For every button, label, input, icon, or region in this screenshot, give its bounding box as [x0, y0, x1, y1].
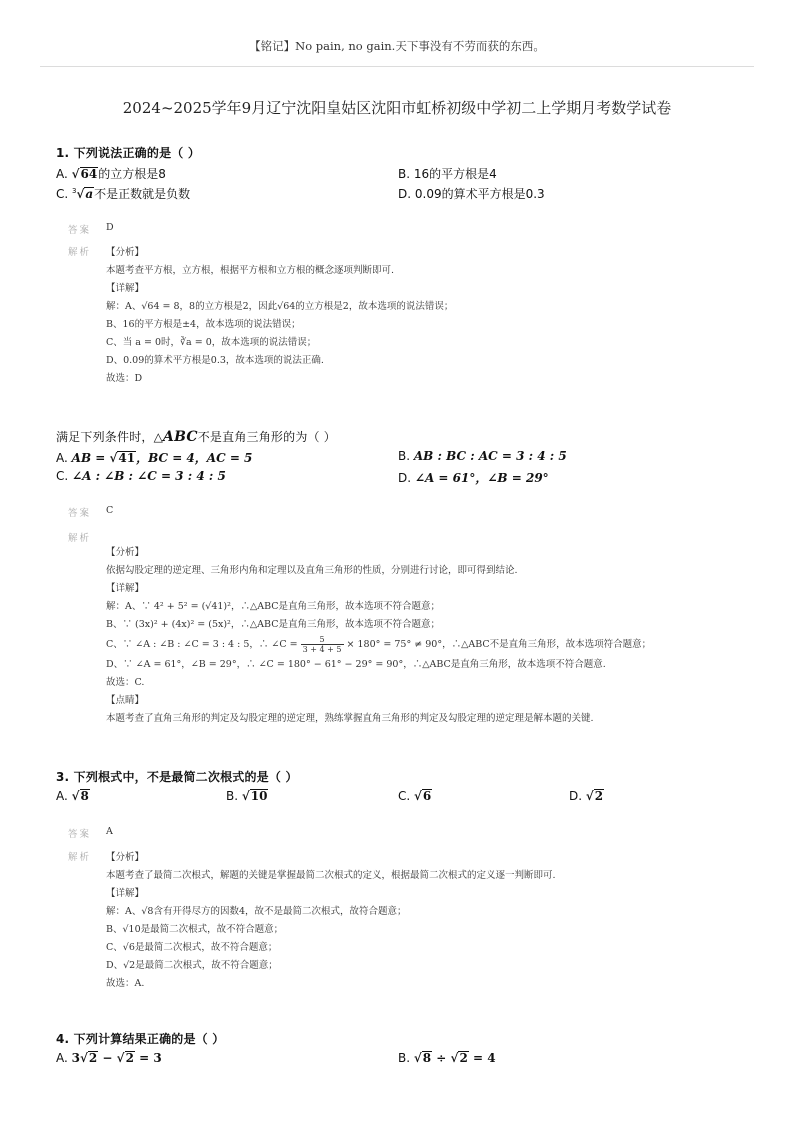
solution-line: 故选：A. — [106, 978, 145, 989]
q2-option-a-radicand: 41 — [118, 451, 136, 465]
q3-option-d — [569, 789, 604, 803]
solution-line: D、√2是最简二次根式，故不符合题意； — [106, 960, 278, 971]
solution-line: B、16的平方根是±4，故本选项的说法错误； — [106, 319, 301, 330]
q4-option-a — [56, 1051, 162, 1065]
question-1 — [56, 144, 756, 205]
solution-line: 故选：C. — [106, 677, 145, 688]
question-2-options-row2 — [56, 469, 756, 489]
answer-label: 答案 — [68, 225, 92, 236]
q1-option-c — [56, 185, 190, 202]
question-2-options-row1 — [56, 449, 756, 469]
q3-option-b-radicand: 10 — [250, 789, 268, 803]
q2-option-c-math: ∠A : ∠B : ∠C = 3 : 4 : 5 — [72, 469, 226, 483]
question-2-stem-pre: 满足下列条件时，△ — [56, 430, 164, 444]
solution-line: 解：A、√64 = 8，8的立方根是2，因此√64的立方根是2，故本选项的说法错误； — [106, 301, 454, 312]
solution-line: 解：A、√8含有开得尽方的因数4，故不是最简二次根式，故符合题意； — [106, 906, 407, 917]
q1-option-a-letter: A. — [56, 167, 68, 181]
fraction-numerator: 5 — [301, 635, 344, 645]
question-4 — [56, 1030, 756, 1071]
q3-option-a — [56, 789, 90, 803]
question-3-stem: 3. 下列根式中，不是最简二次根式的是（ ） — [56, 770, 298, 784]
q2-option-c-letter: C. — [56, 469, 69, 483]
analysis-label: 解析 — [68, 247, 92, 258]
solution-line: D、0.09的算术平方根是0.3，故本选项的说法正确. — [106, 355, 324, 366]
q1-option-a — [56, 165, 166, 182]
q2-option-b-math: AB : BC : AC = 3 : 4 : 5 — [413, 449, 567, 463]
fraction — [301, 635, 344, 654]
question-1-options-row2 — [56, 185, 756, 205]
triangle-name: ABC — [163, 429, 198, 445]
q1-option-c-radicand: a — [85, 187, 94, 201]
solution-line: D、∵ ∠A = 61°，∠B = 29°，∴ ∠C = 180° − 61° − 29° = 90°，∴△ABC是直角三角形，故本选项不符合题意. — [106, 659, 606, 670]
q3-option-c — [398, 789, 432, 803]
q4-option-b-letter: B. — [398, 1051, 411, 1065]
q3-option-a-radicand: 8 — [80, 789, 89, 803]
q2-option-b-letter: B. — [398, 449, 411, 463]
solution-line: 本题考查了最简二次根式，解题的关键是掌握最简二次根式的定义，根据最简二次根式的定义逐一判断即可. — [106, 870, 556, 881]
q4-option-a-letter: A. — [56, 1051, 68, 1065]
q2-option-a-letter: A. — [56, 451, 68, 465]
solution-line: 【详解】 — [106, 283, 145, 294]
q3-option-d-radicand: 2 — [594, 789, 604, 803]
sqrt-symbol: √ — [76, 187, 85, 201]
solution-lines — [106, 244, 756, 388]
solution-line: 【点睛】 — [106, 695, 145, 706]
answer-label: 答案 — [68, 829, 92, 840]
sqrt-symbol: √ — [71, 167, 80, 181]
solution-line: 本题考查了直角三角形的判定及勾股定理的逆定理，熟练掌握直角三角形的判定及勾股定理的逆定理是解本题的关键. — [106, 713, 594, 724]
analysis-label: 解析 — [68, 852, 92, 863]
q4-option-a-radicand-2: 2 — [125, 1051, 134, 1065]
q4-option-a-result: = 3 — [134, 1051, 162, 1065]
solution-line: 依据勾股定理的逆定理、三角形内角和定理以及直角三角形的性质，分别进行讨论，即可得到结论. — [106, 565, 518, 576]
q4-option-b-radicand-2: 2 — [459, 1051, 468, 1065]
solution-line: C、当 a = 0时，∛a = 0，故本选项的说法错误； — [106, 337, 317, 348]
q2-option-d-letter: D. — [398, 471, 412, 485]
q2-option-a-math: AB = — [71, 451, 110, 465]
sqrt-symbol: √ — [241, 789, 250, 803]
solution-line: 【分析】 — [106, 547, 145, 558]
q1-option-b: B. 16的平方根是4 — [398, 167, 497, 181]
solution-lines — [106, 544, 756, 728]
question-1-stem: 1. 下列说法正确的是（ ） — [56, 146, 201, 160]
question-3-options — [56, 789, 756, 809]
solution-line: 【详解】 — [106, 888, 145, 899]
solution-line: B、∵ (3x)² + (4x)² = (5x)²，∴△ABC是直角三角形，故本选项不符合题意； — [106, 619, 440, 630]
sqrt-symbol: √ — [413, 1051, 422, 1065]
fraction-denominator: 3 + 4 + 5 — [302, 645, 342, 654]
q3-option-a-letter: A. — [56, 789, 68, 803]
q2-option-a-math-tail: ，BC = 4，AC = 5 — [136, 451, 253, 465]
q2-option-d-math: ∠A = 61°，∠B = 29° — [414, 471, 549, 485]
solution-line: 【分析】 — [106, 247, 145, 258]
question-4-stem: 4. 下列计算结果正确的是（ ） — [56, 1032, 225, 1046]
solution-line: 解：A、∵ 4² + 5² = (√41)²，∴△ABC是直角三角形，故本选项不符合题意； — [106, 601, 441, 612]
question-3 — [56, 768, 756, 809]
question-4-options — [56, 1051, 756, 1071]
solution-lines — [106, 849, 756, 993]
q4-option-a-radicand-1: 2 — [88, 1051, 98, 1065]
sqrt-symbol: √ — [109, 451, 118, 465]
page-title: 2024~2025学年9月辽宁沈阳皇姑区沈阳市虹桥初级中学初二上学期月考数学试卷 — [122, 99, 672, 117]
q3-option-d-letter: D. — [569, 789, 583, 803]
question-2-stem — [56, 428, 756, 445]
solution-line — [106, 634, 756, 656]
solution-line: 本题考查平方根，立方根，根据平方根和立方根的概念逐项判断即可. — [106, 265, 395, 276]
sqrt-symbol: √ — [71, 789, 80, 803]
answer-value: C — [106, 505, 114, 516]
sqrt-symbol: √ — [585, 789, 594, 803]
q2-option-a — [56, 449, 252, 466]
sqrt-symbol: √ — [450, 1051, 459, 1065]
solution-line-c-post: × 180° = 75° ≠ 90°，∴△ABC不是直角三角形，故本选项符合题意； — [346, 639, 652, 650]
q4-option-a-op: − — [98, 1051, 117, 1065]
q4-option-b-radicand-1: 8 — [422, 1051, 432, 1065]
cube-root-index: 3 — [72, 187, 77, 195]
q3-option-c-radicand: 6 — [422, 789, 432, 803]
q3-option-b-letter: B. — [226, 789, 239, 803]
q4-option-b-op: ÷ — [432, 1051, 451, 1065]
solution-line-c-pre: C、∵ ∠A : ∠B : ∠C = 3 : 4 : 5，∴ ∠C = — [106, 639, 298, 650]
q1-option-c-letter: C. — [56, 187, 69, 201]
answer-value: D — [106, 222, 114, 233]
question-2-stem-post: 不是直角三角形的为（ ） — [197, 430, 336, 444]
sqrt-symbol: √ — [116, 1051, 125, 1065]
solution-line: C、√6是最简二次根式，故不符合题意； — [106, 942, 278, 953]
sqrt-symbol: √ — [80, 1051, 88, 1065]
q3-option-c-letter: C. — [398, 789, 411, 803]
solution-line: B、√10是最简二次根式，故不符合题意； — [106, 924, 284, 935]
q1-option-a-radicand: 64 — [80, 167, 98, 181]
header-divider — [40, 66, 754, 67]
q4-option-b — [398, 1051, 496, 1065]
q2-option-d — [398, 469, 549, 486]
solution-line: 【分析】 — [106, 852, 145, 863]
q4-option-b-result: = 4 — [468, 1051, 496, 1065]
solution-line: 故选：D — [106, 373, 143, 384]
q3-option-b — [226, 789, 268, 803]
q1-option-d: D. 0.09的算术平方根是0.3 — [398, 187, 545, 201]
answer-value: A — [106, 826, 113, 837]
q1-option-c-text: 不是正数就是负数 — [94, 187, 191, 201]
solution-line: 【详解】 — [106, 583, 145, 594]
sqrt-symbol: √ — [414, 789, 422, 803]
question-1-options-row1 — [56, 165, 756, 185]
answer-label: 答案 — [68, 508, 92, 519]
q2-option-b — [398, 449, 567, 463]
q2-option-c — [56, 469, 226, 483]
q4-option-a-coef: 3 — [71, 1051, 80, 1065]
header-motto: 【铭记】No pain, no gain.天下事没有不劳而获的东西。 — [249, 39, 545, 53]
q1-option-a-text: 的立方根是8 — [98, 167, 166, 181]
question-2 — [56, 428, 756, 489]
analysis-label: 解析 — [68, 533, 92, 544]
